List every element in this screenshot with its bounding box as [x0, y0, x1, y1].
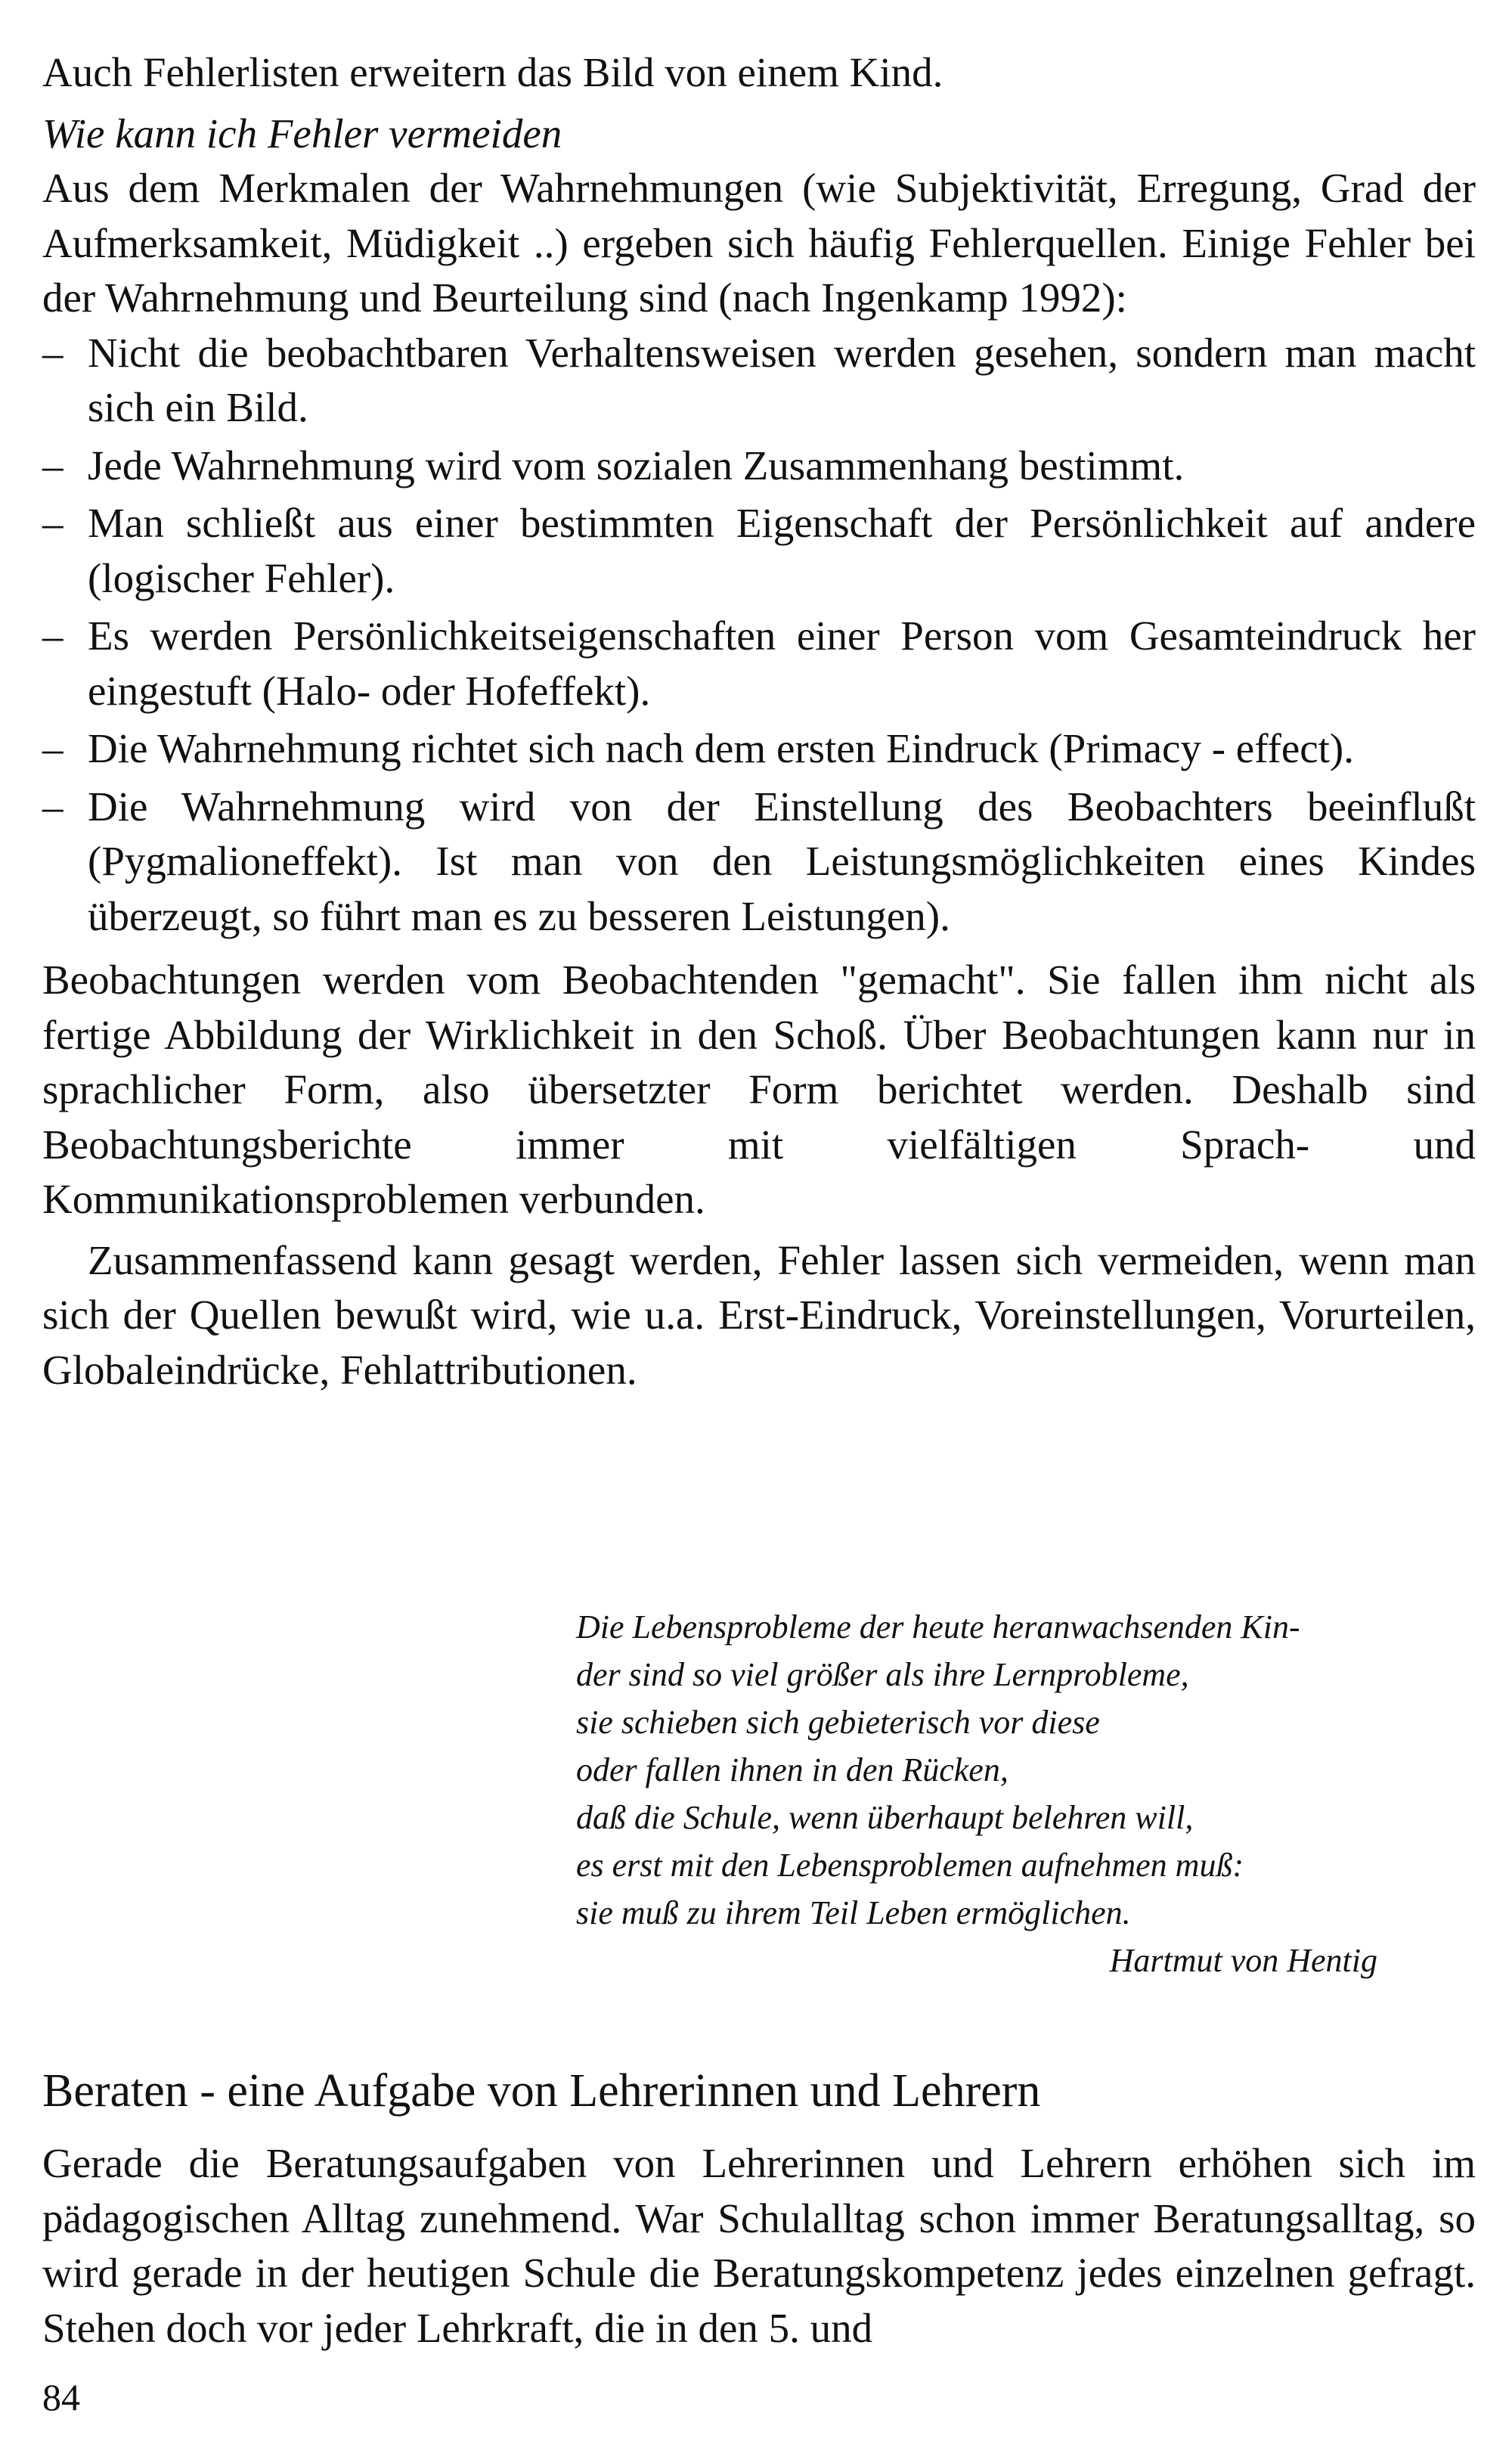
- paragraph-counseling: Gerade die Beratungsaufgaben von Lehrerinnen und Lehrern erhöhen sich im pädagogischen Alltag zunehmend. War Schulalltag schon immer Beratungsalltag, so wird gerade in der heutigen Schule die Beratungskompetenz jedes einzelnen gefragt. Stehen doch vor jeder Lehrkraft, die in den 5. und: [42, 2140, 1476, 2351]
- quote-line: es erst mit den Lebensproblemen aufnehmen muß:: [576, 1847, 1244, 1884]
- quote-line: daß die Schule, wenn überhaupt belehren will,: [576, 1799, 1194, 1836]
- paragraph-summary: Zusammenfassend kann gesagt werden, Fehler lassen sich vermeiden, wenn man sich der Quellen bewußt wird, wie u.a. Erst-Eindruck, Voreinstellungen, Vorurteilen, Globaleindrücke, Fehlattributionen.: [42, 1236, 1476, 1393]
- subheading: Wie kann ich Fehler vermeiden: [42, 110, 562, 157]
- page-number: 84: [42, 2376, 80, 2418]
- list-dash: –: [42, 725, 64, 771]
- quote-line: sie muß zu ihrem Teil Leben ermöglichen.: [576, 1894, 1131, 1931]
- list-item-text: Man schließt aus einer bestimmten Eigenschaft der Persönlichkeit auf andere (logischer Fehler).: [88, 500, 1476, 601]
- list-item-text: Jede Wahrnehmung wird vom sozialen Zusammenhang bestimmt.: [88, 442, 1185, 489]
- main-text-block: [42, 45, 1476, 1397]
- section-body: [42, 2136, 1476, 2356]
- list-item-text: Die Wahrnehmung wird von der Einstellung des Beobachters beeinflußt (Pygmalioneffekt). Ist man von den Leistungsmöglichkeiten eines Kindes überzeugt, so führt man es zu besseren Leistungen).: [88, 783, 1476, 939]
- quote-author: Hartmut von Hentig: [1109, 1942, 1377, 1979]
- list-dash: –: [42, 613, 64, 659]
- quote-line: sie schieben sich gebieterisch vor diese: [576, 1704, 1100, 1741]
- list-item-text: Die Wahrnehmung richtet sich nach dem ersten Eindruck (Primacy - effect).: [88, 725, 1355, 771]
- list-item: [42, 609, 1476, 718]
- quote-line: oder fallen ihnen in den Rücken,: [576, 1751, 1009, 1788]
- intro-sentence: Auch Fehlerlisten erweitern das Bild von einem Kind.: [42, 49, 943, 95]
- list-item: [42, 780, 1476, 944]
- list-dash: –: [42, 329, 64, 376]
- paragraph-observations: Beobachtungen werden vom Beobachtenden "gemacht". Sie fallen ihm nicht als fertige Abbildung der Wirklichkeit in den Schoß. Über Beobachtungen kann nur in sprachlicher Form, also übersetzter Form berichtet werden. Deshalb sind Beobachtungsberichte immer mit vielfältigen Sprach- und Kommunikationsproblemen verbunden.: [42, 957, 1476, 1222]
- error-list: [42, 326, 1476, 944]
- list-dash: –: [42, 442, 64, 489]
- quote-line: Die Lebensprobleme der heute heranwachsenden Kin-: [576, 1608, 1300, 1645]
- list-dash: –: [42, 500, 64, 546]
- section-heading: Beraten - eine Aufgabe von Lehrerinnen und Lehrern: [42, 2065, 1041, 2117]
- paragraph-error-sources: Aus dem Merkmalen der Wahrnehmungen (wie Subjektivität, Erregung, Grad der Aufmerksamkeit, Müdigkeit ..) ergeben sich häufig Fehlerquellen. Einige Fehler bei der Wahrnehmung und Beurteilung sind (nach Ingenkamp 1992):: [42, 165, 1476, 321]
- epigraph-quote: [576, 1603, 1476, 1984]
- quote-line: der sind so viel größer als ihre Lernprobleme,: [576, 1656, 1189, 1693]
- list-item: [42, 326, 1476, 436]
- list-item-text: Es werden Persönlichkeitseigenschaften einer Person vom Gesamteindruck her eingestuft (Halo- oder Hofeffekt).: [88, 613, 1476, 714]
- list-item: [42, 721, 1476, 777]
- list-dash: –: [42, 783, 64, 830]
- list-item-text: Nicht die beobachtbaren Verhaltensweisen werden gesehen, sondern man macht sich ein Bild.: [88, 329, 1476, 430]
- list-item: [42, 496, 1476, 606]
- list-item: [42, 439, 1476, 494]
